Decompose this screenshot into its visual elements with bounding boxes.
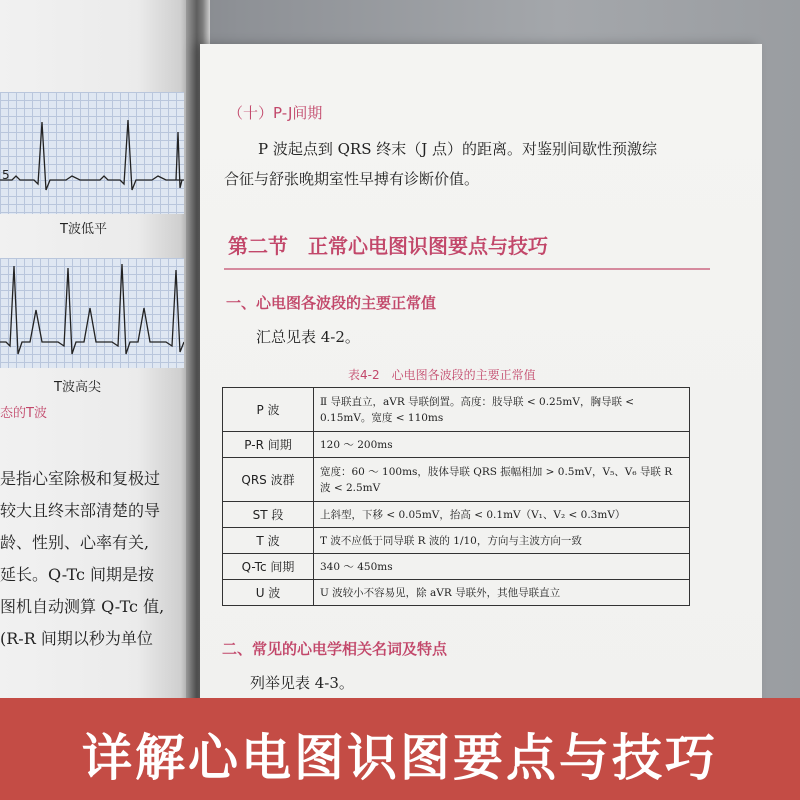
summary-table-4-2: 汇总见表 4-2。 — [256, 328, 360, 346]
row-key: P-R 间期 — [223, 432, 314, 458]
row-value: 120 ～ 200ms — [314, 432, 690, 458]
row-value: 340 ～ 450ms — [314, 554, 690, 580]
table-caption: 表4-2 心电图各波段的主要正常值 — [348, 368, 536, 382]
left-text-line: (R-R 间期以秒为单位 — [0, 629, 153, 648]
left-text-line: 是指心室除极和复极过 — [0, 469, 161, 488]
heading-normal-values: 一、心电图各波段的主要正常值 — [226, 294, 437, 312]
left-text-line: 图机自动测算 Q-Tc 值, — [0, 597, 165, 616]
left-page — [0, 0, 196, 720]
ecg-trace-peaked-t — [0, 258, 184, 368]
ecg-trace-low-t — [0, 92, 184, 214]
table-row — [223, 458, 690, 502]
row-key: QRS 波群 — [223, 458, 314, 502]
table-row — [223, 388, 690, 432]
subsection-title: （十）P-J间期 — [228, 104, 323, 122]
table-row — [223, 528, 690, 554]
left-text-line: 龄、性别、心率有关, — [0, 533, 150, 552]
caption-peaked-t: T波高尖 — [54, 380, 101, 395]
left-text-line: 延长。Q-Tc 间期是按 — [0, 565, 155, 584]
section-divider — [224, 268, 710, 270]
row-key: ST 段 — [223, 502, 314, 528]
table-row — [223, 554, 690, 580]
table-row — [223, 502, 690, 528]
left-text-line: 较大且终末部清楚的导 — [0, 501, 161, 520]
caption-low-t: T波低平 — [60, 222, 107, 237]
paragraph-line: P 波起点到 QRS 终末（J 点）的距离。对鉴别间歇性预激综 — [258, 140, 658, 158]
row-value: Ⅱ 导联直立，aVR 导联倒置。高度：肢导联 < 0.25mV，胸导联 < 0.15mV。宽度 < 110ms — [314, 388, 690, 432]
ecg-strip-low-t — [0, 92, 184, 214]
ecg-lead-label: 5 — [2, 168, 10, 182]
summary-table-4-3: 列举见表 4-3。 — [250, 674, 354, 692]
normal-values-table — [222, 387, 690, 606]
row-value: U 波较小不容易见，除 aVR 导联外，其他导联直立 — [314, 580, 690, 606]
row-key: Q-Tc 间期 — [223, 554, 314, 580]
row-key: P 波 — [223, 388, 314, 432]
heading-common-terms: 二、常见的心电学相关名词及特点 — [222, 640, 448, 658]
table-row — [223, 580, 690, 606]
section-title: 第二节 正常心电图识图要点与技巧 — [228, 234, 548, 258]
banner-title: 详解心电图识图要点与技巧 — [82, 729, 718, 787]
row-key: T 波 — [223, 528, 314, 554]
table-row — [223, 432, 690, 458]
ecg-strip-peaked-t — [0, 258, 184, 368]
row-value: 宽度：60 ～ 100ms，肢体导联 QRS 振幅相加 > 0.5mV，V₅、V₆ 导联 R 波 < 2.5mV — [314, 458, 690, 502]
row-value: T 波不应低于同导联 R 波的 1/10，方向与主波方向一致 — [314, 528, 690, 554]
row-value: 上斜型，下移 < 0.05mV，抬高 < 0.1mV（V₁、V₂ < 0.3mV） — [314, 502, 690, 528]
row-key: U 波 — [223, 580, 314, 606]
paragraph-line: 合征与舒张晚期室性早搏有诊断价值。 — [224, 170, 480, 188]
figure-caption-fragment: 态的T波 — [0, 406, 47, 421]
